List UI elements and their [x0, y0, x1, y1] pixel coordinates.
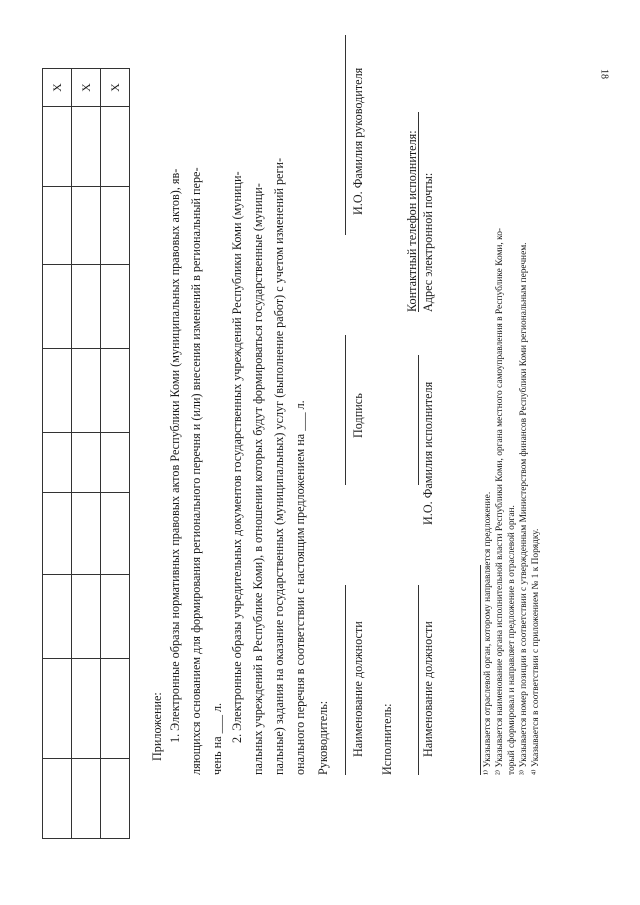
- table-cell: [43, 659, 72, 759]
- table-cell: [72, 107, 101, 187]
- attachment-item-2: [227, 171, 248, 743]
- attachment-item-1-line: чень на ___ л.: [210, 702, 224, 775]
- table-cell: [101, 107, 130, 187]
- table-cell: [72, 659, 101, 759]
- head-signature: Подпись: [351, 393, 365, 438]
- table-cell: [43, 575, 72, 659]
- head-name: И.О. Фамилия руководителя: [351, 67, 365, 215]
- table-cell: [43, 187, 72, 265]
- table-cell: [101, 659, 130, 759]
- table-cell: [72, 759, 101, 839]
- table-cell: [101, 759, 130, 839]
- attachment-item-1-cont: [186, 168, 228, 776]
- table-cell: [72, 187, 101, 265]
- executor-name-line: [418, 355, 419, 485]
- table-cell: [101, 433, 130, 493]
- executor-position: Наименование должности: [421, 621, 435, 757]
- table-cell: [43, 433, 72, 493]
- head-label: Руководитель:: [316, 700, 330, 775]
- footnote-separator: [480, 565, 481, 775]
- table-cell: [43, 759, 72, 839]
- footnote-2-cont: торый сформировал и направляет предложение в отраслевой орган.: [507, 505, 517, 775]
- table-row: [43, 69, 72, 839]
- table-cell: X: [101, 69, 130, 107]
- table-cell: [101, 187, 130, 265]
- table-cell: [101, 493, 130, 575]
- footnote-3: ³⁾ Указывается номер позиции в соответствии с утвержденным Министерством финансов Республики Коми региональным перечнем.: [519, 242, 529, 775]
- table-cell: [43, 107, 72, 187]
- table-cell: [72, 575, 101, 659]
- executor-phone-line: [418, 112, 419, 312]
- attachment-item-1: [165, 169, 186, 743]
- data-table: [42, 68, 130, 839]
- attachment-item-2-line: онального перечня в соответствии с настоящим предложением на ___ л.: [293, 400, 307, 775]
- table-cell: [72, 493, 101, 575]
- attachment-item-1-line: 1. Электронные образы нормативных правовых актов Республики Коми (муниципальных правовых актов), яв-: [168, 168, 182, 743]
- attachment-item-2-line: пальных учреждений в Республике Коми), в отношении которых будут формироваться государственные (муници-: [251, 183, 265, 775]
- head-name-line: [345, 35, 346, 235]
- table-row: [72, 69, 101, 839]
- table-cell: [72, 265, 101, 349]
- footnote-2: ²⁾ Указывается наименование органа исполнительной власти Республики Коми, органа местного самоуправления в Республике Коми, ко-: [495, 227, 505, 775]
- head-position-line: [345, 585, 346, 775]
- table-cell: [101, 349, 130, 433]
- executor-email: Адрес электронной почты:: [421, 172, 435, 312]
- table-cell: [43, 493, 72, 575]
- attachment-item-2-line: 2. Электронные образы учредительных документов государственных учреждений Республики Коми (муници-: [230, 171, 244, 743]
- table-cell: [43, 349, 72, 433]
- attachment-item-2-cont: [248, 158, 311, 775]
- table-cell: X: [43, 69, 72, 107]
- attachment-item-1-line: ляющихся основанием для формирования регионального перечня и (или) внесения изменений в региональный пере-: [189, 167, 203, 775]
- page-number: 18: [598, 69, 610, 79]
- table-cell: [101, 265, 130, 349]
- table-cell: [72, 349, 101, 433]
- table-cell: [101, 575, 130, 659]
- footnote-4: ⁴⁾ Указывается в соответствии с приложением № 1 к Порядку.: [531, 528, 541, 775]
- executor-name: И.О. Фамилия исполнителя: [421, 381, 435, 525]
- executor-position-line: [418, 585, 419, 775]
- table-cell: X: [72, 69, 101, 107]
- head-position: Наименование должности: [351, 621, 365, 757]
- attachment-item-2-line: пальные) задания на оказание государственных (муниципальных) услуг (выполнение работ) с учетом изменений реги-: [272, 157, 286, 775]
- table-cell: [43, 265, 72, 349]
- table-row: [101, 69, 130, 839]
- head-signature-line: [345, 335, 346, 485]
- table-cell: [72, 433, 101, 493]
- footnote-1: ¹⁾ Указывается отраслевой орган, которому направляется предложение.: [483, 491, 493, 775]
- attachment-heading: Приложение:: [150, 692, 164, 761]
- executor-label: Исполнитель:: [380, 703, 394, 775]
- executor-phone: Контактный телефон исполнителя:: [405, 130, 419, 312]
